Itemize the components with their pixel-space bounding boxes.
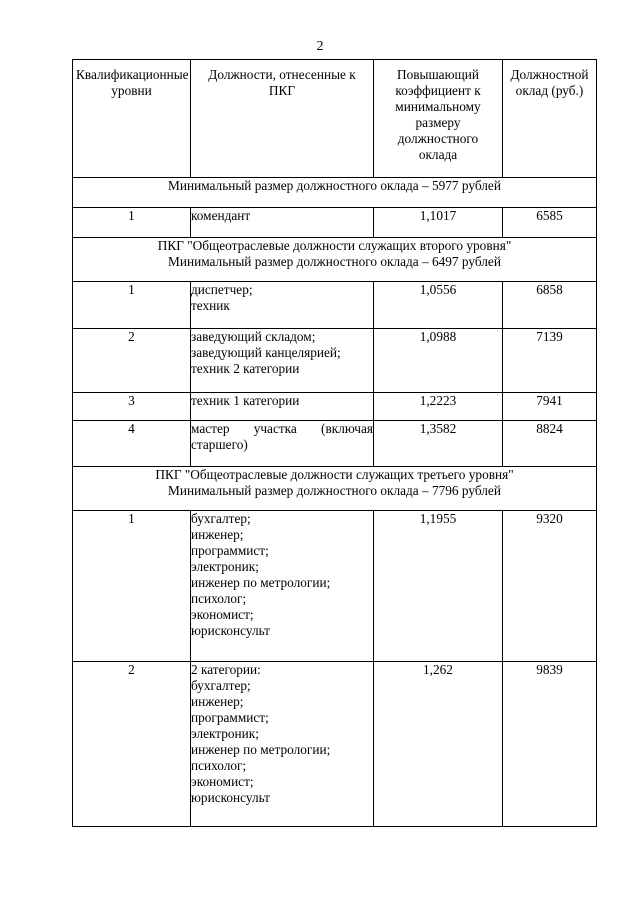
- cell-positions: диспетчер; техник: [191, 282, 374, 329]
- group-min-salary: Минимальный размер должностного оклада – 6497 рублей: [168, 254, 501, 269]
- cell-salary: 6858: [503, 282, 597, 329]
- group-heading: [73, 467, 597, 511]
- cell-coefficient: 1,0988: [374, 329, 503, 393]
- cell-coefficient: 1,2223: [374, 393, 503, 421]
- cell-level: 4: [73, 421, 191, 467]
- cell-coefficient: 1,0556: [374, 282, 503, 329]
- cell-positions: бухгалтер; инженер; программист; электроник; инженер по метрологии; психолог; экономист; юрисконсульт: [191, 511, 374, 662]
- cell-level: 2: [73, 662, 191, 827]
- cell-positions: техник 1 категории: [191, 393, 374, 421]
- salary-table: [72, 59, 597, 827]
- cell-salary: 7139: [503, 329, 597, 393]
- cell-positions: заведующий складом; заведующий канцелярией; техник 2 категории: [191, 329, 374, 393]
- table-row: [73, 208, 597, 238]
- table-header-row: [73, 60, 597, 178]
- cell-coefficient: 1,262: [374, 662, 503, 827]
- cell-level: 3: [73, 393, 191, 421]
- table-row: [73, 282, 597, 329]
- cell-level: 1: [73, 282, 191, 329]
- group-title: ПКГ "Общеотраслевые должности служащих третьего уровня": [155, 467, 514, 482]
- group-heading: [73, 238, 597, 282]
- group-min-salary: Минимальный размер должностного оклада – 5977 рублей: [168, 178, 501, 193]
- cell-salary: 6585: [503, 208, 597, 238]
- table-row: [73, 329, 597, 393]
- cell-salary: 9320: [503, 511, 597, 662]
- cell-salary: 9839: [503, 662, 597, 827]
- group-title: ПКГ "Общеотраслевые должности служащих второго уровня": [157, 238, 512, 253]
- cell-positions: 2 категории: бухгалтер; инженер; программист; электроник; инженер по метрологии; психолог; экономист; юрисконсульт: [191, 662, 374, 827]
- table-row: [73, 511, 597, 662]
- table-row: [73, 662, 597, 827]
- cell-coefficient: 1,3582: [374, 421, 503, 467]
- cell-salary: 7941: [503, 393, 597, 421]
- header-positions: Должности, отнесенные к ПКГ: [191, 60, 374, 178]
- table-row: [73, 393, 597, 421]
- table-row: [73, 421, 597, 467]
- cell-level: 1: [73, 511, 191, 662]
- page-number: 2: [316, 39, 324, 54]
- cell-level: 1: [73, 208, 191, 238]
- group-heading-row: [73, 467, 597, 511]
- group-heading-row: [73, 178, 597, 208]
- group-heading: [73, 178, 597, 208]
- cell-level: 2: [73, 329, 191, 393]
- cell-coefficient: 1,1017: [374, 208, 503, 238]
- group-min-salary: Минимальный размер должностного оклада – 7796 рублей: [168, 483, 501, 498]
- cell-positions: мастер участка (включая старшего): [191, 421, 374, 467]
- cell-salary: 8824: [503, 421, 597, 467]
- header-qualification-level: Квалификационные уровни: [73, 60, 191, 178]
- header-coefficient: Повышающий коэффициент к минимальному размеру должностного оклада: [374, 60, 503, 178]
- cell-positions: комендант: [191, 208, 374, 238]
- group-heading-row: [73, 238, 597, 282]
- cell-coefficient: 1,1955: [374, 511, 503, 662]
- header-salary: Должностной оклад (руб.): [503, 60, 597, 178]
